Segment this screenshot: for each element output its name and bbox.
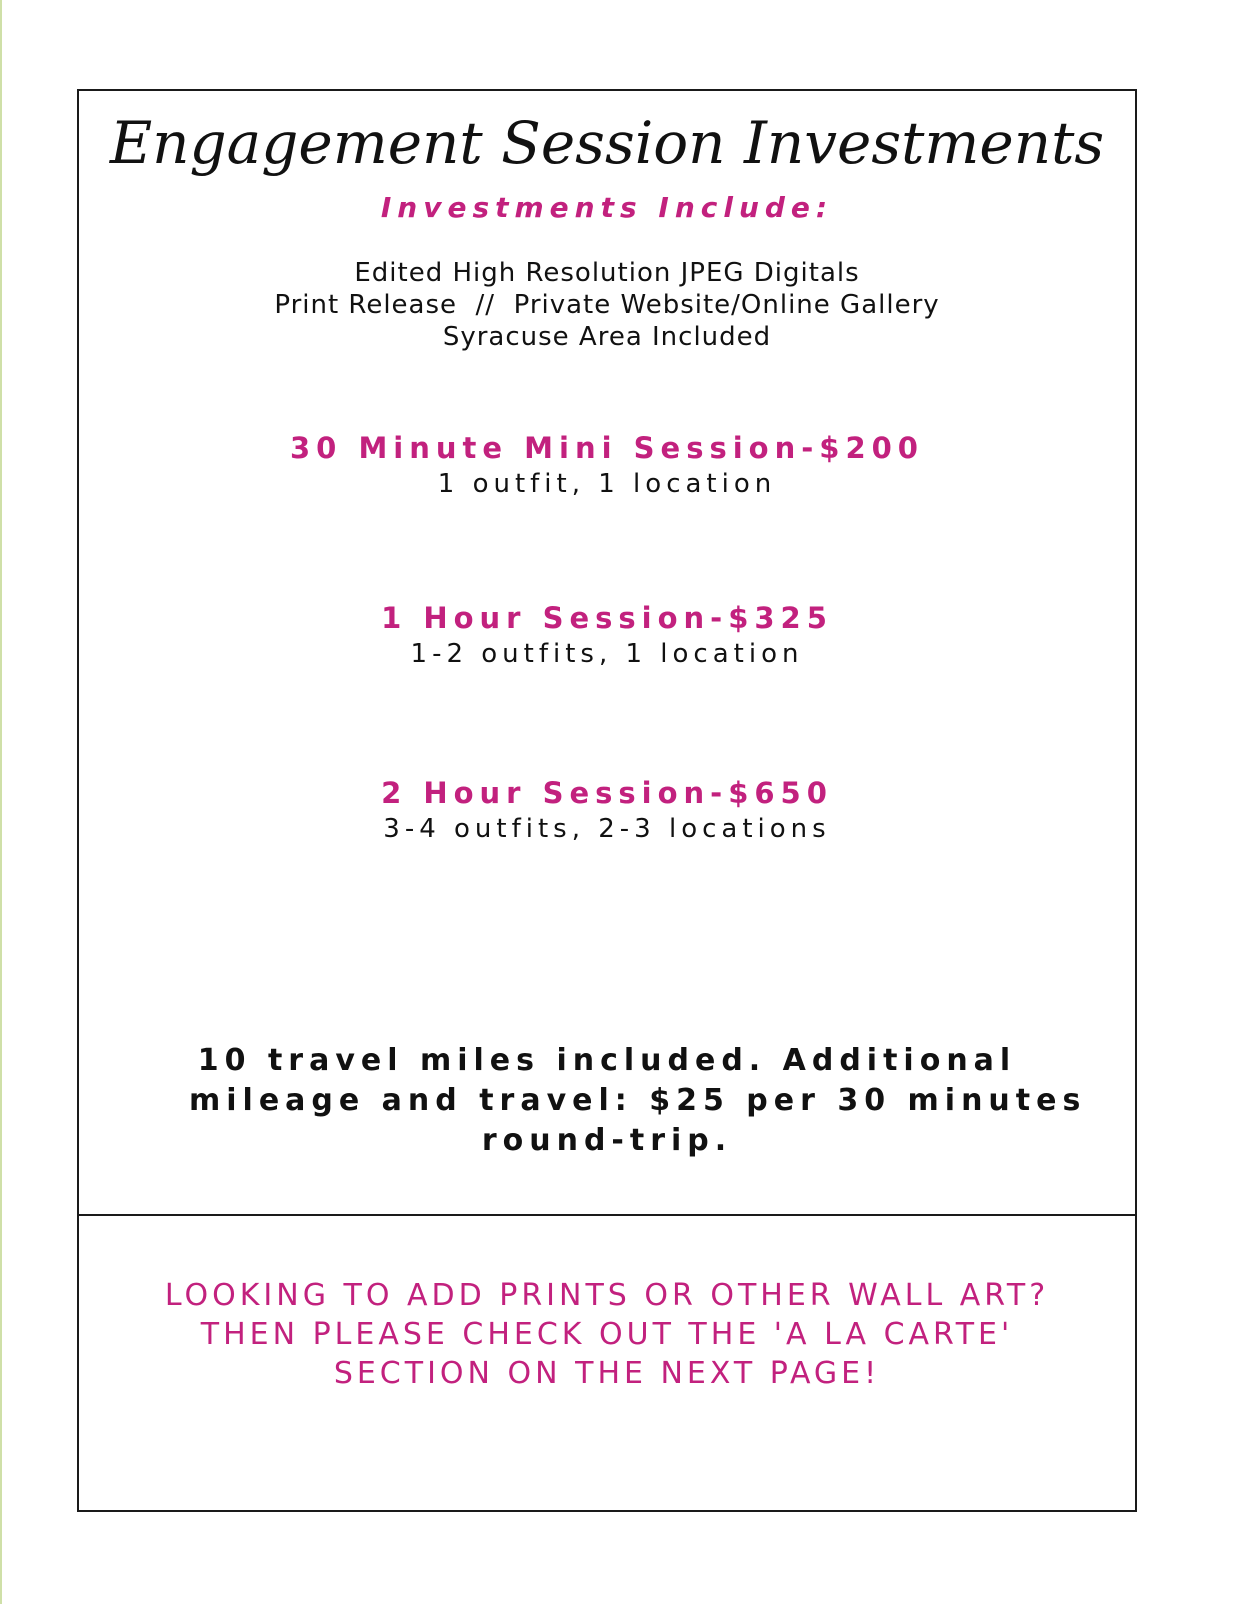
page-edge-stripe: [0, 0, 2, 1604]
package-name: 30 Minute Mini Session-$200: [290, 431, 924, 465]
package-two-hour: [79, 776, 1135, 844]
a-la-carte-note-panel: [77, 1214, 1137, 1512]
page-title: Engagement Session Investments: [109, 109, 1105, 177]
package-one-hour: [79, 601, 1135, 669]
note-line: SECTION ON THE NEXT PAGE!: [333, 1356, 881, 1391]
package-detail: 3-4 outfits, 2-3 locations: [383, 814, 831, 844]
package-mini-session: [79, 431, 1135, 499]
travel-line: mileage and travel: $25 per 30 minutes: [189, 1083, 1087, 1118]
include-item: Print Release // Private Website/Online Gallery: [274, 290, 940, 320]
travel-policy: [79, 1041, 1135, 1161]
package-detail: 1-2 outfits, 1 location: [410, 639, 804, 669]
package-name: 2 Hour Session-$650: [381, 776, 833, 810]
package-name: 1 Hour Session-$325: [381, 601, 833, 635]
travel-line: round-trip.: [481, 1123, 733, 1158]
note-line: LOOKING TO ADD PRINTS OR OTHER WALL ART?: [164, 1278, 1050, 1313]
a-la-carte-note: [79, 1276, 1135, 1393]
include-item: Syracuse Area Included: [442, 322, 772, 352]
travel-line: 10 travel miles included. Additional: [197, 1043, 1017, 1078]
note-line: THEN PLEASE CHECK OUT THE 'A LA CARTE': [200, 1317, 1014, 1352]
includes-list: [79, 257, 1135, 353]
includes-heading: Investments Include:: [380, 191, 834, 224]
package-detail: 1 outfit, 1 location: [437, 469, 777, 499]
investments-panel: [77, 89, 1137, 1216]
include-item: Edited High Resolution JPEG Digitals: [354, 258, 860, 288]
